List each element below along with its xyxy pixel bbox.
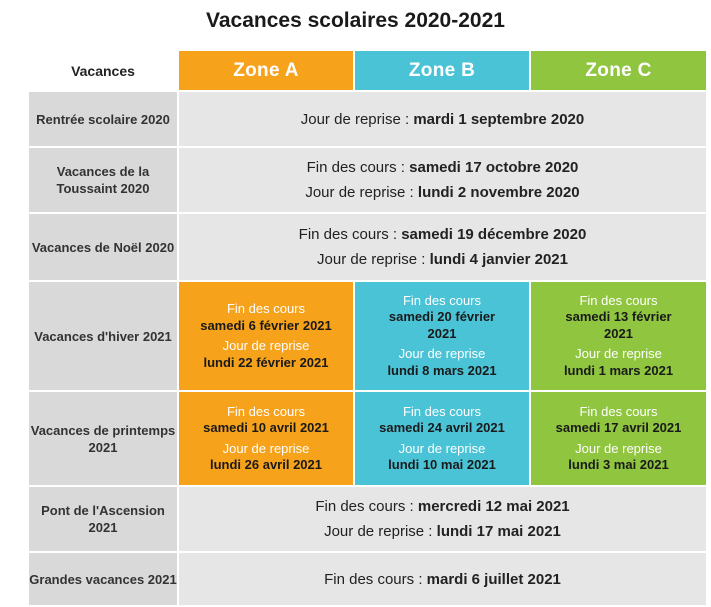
fin-label: Fin des cours bbox=[402, 292, 482, 308]
toussaint-dates-cell bbox=[178, 147, 707, 213]
printemps-zone-c-cell bbox=[530, 391, 707, 486]
reprise-label: Jour de reprise bbox=[575, 346, 662, 362]
fin-date: samedi 17 avril 2021 bbox=[555, 420, 682, 435]
fin-date: samedi 10 avril 2021 bbox=[203, 420, 329, 435]
grandes-dates-cell bbox=[178, 552, 707, 606]
fin-label: Fin des cours bbox=[402, 403, 482, 419]
fin-prefix: Fin des cours : bbox=[298, 226, 402, 243]
printemps-zone-b-cell bbox=[354, 391, 530, 486]
fin-label: Fin des cours bbox=[579, 292, 658, 308]
header-row bbox=[28, 50, 707, 91]
hiver-zone-b-cell bbox=[354, 281, 530, 391]
reprise-label: Jour de reprise bbox=[575, 440, 662, 456]
reprise-prefix: Jour de reprise : bbox=[305, 184, 418, 201]
fin-date: mercredi 12 mai 2021 bbox=[417, 498, 570, 515]
fin-date: samedi 19 décembre 2020 bbox=[401, 226, 587, 243]
column-header-vacances: Vacances bbox=[28, 50, 178, 91]
fin-prefix: Fin des cours : bbox=[315, 498, 418, 515]
row-label-toussaint: Vacances de la Toussaint 2020 bbox=[28, 147, 178, 213]
reprise-date: lundi 17 mai 2021 bbox=[436, 523, 561, 540]
table-row-grandes bbox=[28, 552, 707, 606]
row-label-rentree: Rentrée scolaire 2020 bbox=[28, 91, 178, 147]
reprise-prefix: Jour de reprise : bbox=[317, 251, 430, 268]
row-label-noel: Vacances de Noël 2020 bbox=[28, 213, 178, 281]
hiver-zone-c-cell bbox=[530, 281, 707, 391]
fin-date: samedi 17 octobre 2020 bbox=[409, 159, 579, 176]
reprise-date: lundi 1 mars 2021 bbox=[563, 362, 674, 378]
column-header-zone-c: Zone C bbox=[530, 50, 707, 91]
row-label-ascension: Pont de l'Ascension 2021 bbox=[28, 486, 178, 552]
reprise-date: lundi 26 avril 2021 bbox=[209, 457, 322, 472]
reprise-label: Jour de reprise bbox=[398, 346, 486, 362]
reprise-date: lundi 4 janvier 2021 bbox=[429, 251, 568, 268]
table-row-toussaint bbox=[28, 147, 707, 213]
row-label-printemps: Vacances de printemps 2021 bbox=[28, 391, 178, 486]
reprise-label: Jour de reprise bbox=[222, 440, 310, 456]
holidays-table bbox=[27, 49, 708, 607]
reprise-label: Jour de reprise bbox=[222, 338, 310, 353]
row-label-hiver: Vacances d'hiver 2021 bbox=[28, 281, 178, 391]
reprise-date: lundi 2 novembre 2020 bbox=[417, 184, 580, 201]
fin-label: Fin des cours bbox=[579, 403, 658, 419]
column-header-zone-b: Zone B bbox=[354, 50, 530, 91]
rentree-dates-cell bbox=[178, 91, 707, 147]
table-row-ascension bbox=[28, 486, 707, 552]
fin-date: samedi 20 février 2021 bbox=[388, 309, 496, 341]
reprise-label: Jour de reprise bbox=[398, 440, 486, 456]
fin-date: samedi 24 avril 2021 bbox=[379, 420, 505, 435]
reprise-prefix: Jour de reprise : bbox=[324, 523, 437, 540]
page-title: Vacances scolaires 2020-2021 bbox=[206, 9, 505, 32]
column-header-zone-a: Zone A bbox=[178, 50, 354, 91]
reprise-date: mardi 1 septembre 2020 bbox=[413, 110, 585, 128]
reprise-prefix: Jour de reprise : bbox=[300, 110, 414, 128]
hiver-zone-a-cell bbox=[178, 281, 354, 391]
table-row-rentree bbox=[28, 91, 707, 147]
reprise-date: lundi 3 mai 2021 bbox=[568, 457, 669, 472]
fin-date: mardi 6 juillet 2021 bbox=[426, 570, 561, 588]
table-row-noel bbox=[28, 213, 707, 281]
reprise-date: lundi 8 mars 2021 bbox=[387, 362, 497, 378]
printemps-zone-a-cell bbox=[178, 391, 354, 486]
fin-prefix: Fin des cours : bbox=[306, 159, 410, 176]
noel-dates-cell bbox=[178, 213, 707, 281]
fin-label: Fin des cours bbox=[226, 403, 306, 419]
fin-prefix: Fin des cours : bbox=[324, 570, 427, 588]
fin-date: samedi 6 février 2021 bbox=[200, 317, 332, 333]
reprise-date: lundi 10 mai 2021 bbox=[388, 457, 496, 472]
table-row-hiver bbox=[28, 281, 707, 391]
fin-date: samedi 13 février 2021 bbox=[565, 309, 672, 341]
ascension-dates-cell bbox=[178, 486, 707, 552]
reprise-date: lundi 22 février 2021 bbox=[203, 354, 329, 370]
fin-label: Fin des cours bbox=[226, 301, 306, 316]
row-label-grandes: Grandes vacances 2021 bbox=[28, 552, 178, 606]
table-row-printemps bbox=[28, 391, 707, 486]
